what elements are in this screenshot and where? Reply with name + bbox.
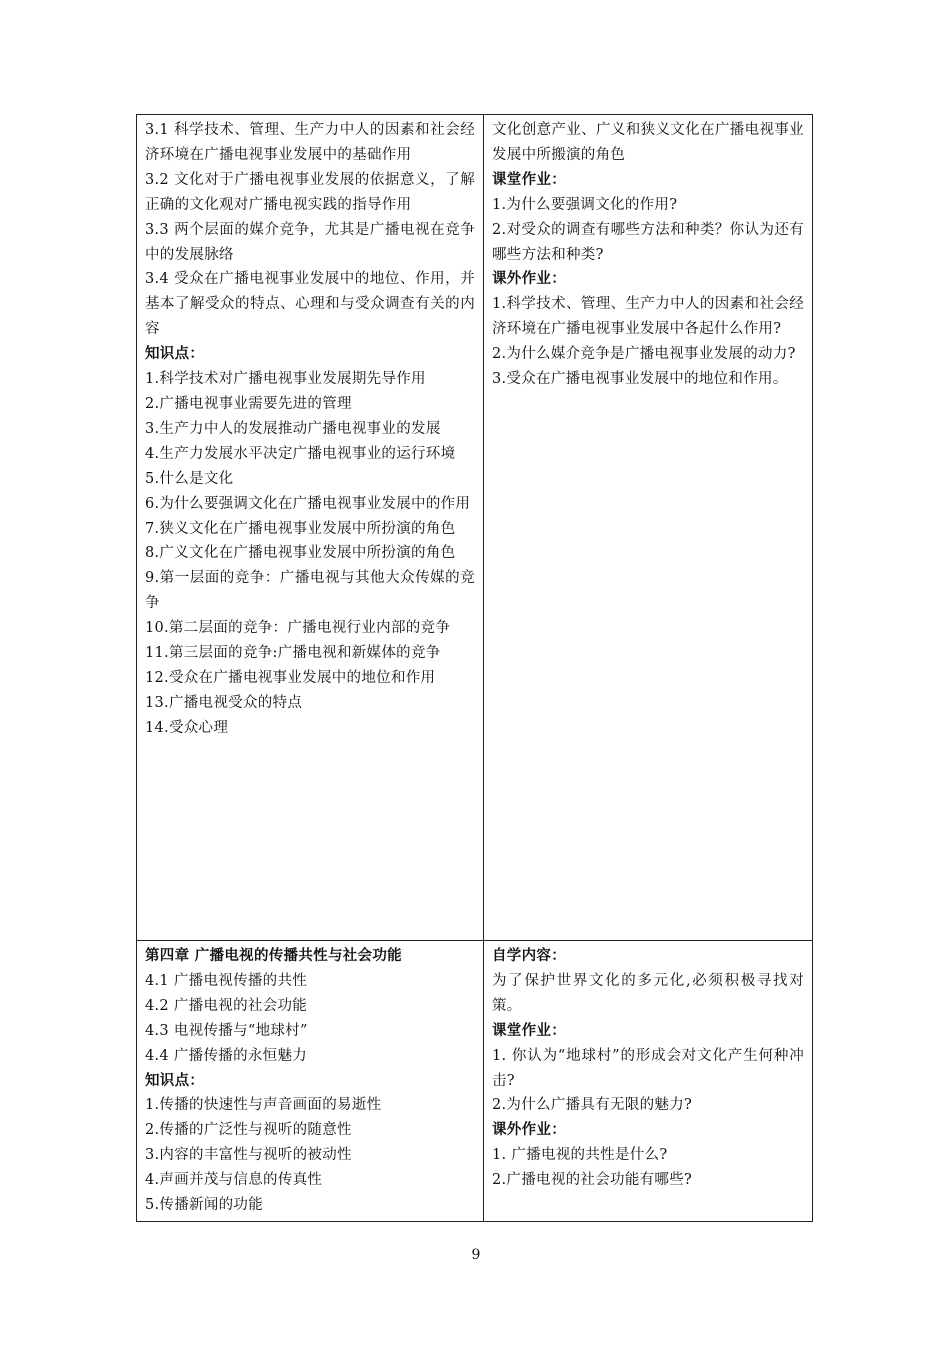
list-item: 1.为什么要强调文化的作用? [492, 196, 678, 213]
section-heading: 课外作业： [492, 270, 566, 288]
section-heading: 知识点： [145, 345, 205, 363]
list-item: 1.传播的快速性与声音画面的易逝性 [145, 1097, 382, 1114]
cell-lines [492, 118, 804, 392]
section-heading: 课堂作业： [492, 1021, 566, 1039]
chapter-three-assignments-cell [484, 115, 813, 941]
table-row [137, 941, 813, 1222]
section-heading: 第四章 广播电视的传播共性与社会功能 [145, 947, 402, 964]
chapter-three-objectives-cell [137, 115, 484, 941]
list-item: 7.狭义文化在广播电视事业发展中所扮演的角色 [145, 520, 456, 537]
list-item: 3.2 文化对于广播电视事业发展的依据意义，了解正确的文化观对广播电视实践的指导作用 [145, 171, 475, 213]
chapter-four-assignments-cell [484, 941, 813, 1222]
list-item: 4.1 广播电视传播的共性 [145, 972, 308, 989]
list-item: 3.1 科学技术、管理、生产力中人的因素和社会经济环境在广播电视事业发展中的基础作用 [145, 122, 475, 163]
list-item: 1. 你认为“地球村”的形成会对文化产生何种冲击? [492, 1047, 804, 1089]
list-item: 12.受众在广播电视事业发展中的地位和作用 [145, 669, 436, 686]
list-item: 6.为什么要强调文化在广播电视事业发展中的作用 [145, 495, 471, 512]
list-item: 2.为什么广播具有无限的魅力? [492, 1097, 693, 1114]
list-item: 1.科学技术、管理、生产力中人的因素和社会经济环境在广播电视事业发展中各起什么作用? [492, 296, 804, 338]
list-item: 5.什么是文化 [145, 470, 234, 487]
list-item: 4.3 电视传播与“地球村” [145, 1022, 308, 1039]
cell-lines [492, 944, 804, 1193]
list-item: 3.受众在广播电视事业发展中的地位和作用。 [492, 371, 788, 388]
list-item: 2.广播电视的社会功能有哪些? [492, 1172, 693, 1189]
list-item: 14.受众心理 [145, 719, 229, 736]
list-item: 2.传播的广泛性与视听的随意性 [145, 1122, 352, 1139]
list-item: 8.广义文化在广播电视事业发展中所扮演的角色 [145, 545, 456, 562]
list-item: 2.为什么媒介竞争是广播电视事业发展的动力? [492, 346, 796, 363]
table-row [137, 115, 813, 941]
list-item: 4.声画并茂与信息的传真性 [145, 1172, 323, 1189]
list-item: 为了保护世界文化的多元化,必须积极寻找对策。 [492, 972, 804, 1014]
list-item: 1. 广播电视的共性是什么? [492, 1147, 668, 1164]
list-item: 3.内容的丰富性与视听的被动性 [145, 1147, 352, 1164]
list-item: 4.4 广播传播的永恒魅力 [145, 1047, 308, 1064]
list-item: 3.4 受众在广播电视事业发展中的地位、作用，并基本了解受众的特点、心理和与受众调查有关的内容 [145, 271, 475, 338]
list-item: 2.广播电视事业需要先进的管理 [145, 395, 352, 412]
list-item: 4.生产力发展水平决定广播电视事业的运行环境 [145, 445, 456, 462]
list-item: 10.第二层面的竞争：广播电视行业内部的竞争 [145, 620, 451, 637]
cell-lines [145, 944, 475, 1218]
section-heading: 知识点： [145, 1071, 205, 1089]
section-heading: 课外作业： [492, 1121, 566, 1139]
course-content-table [136, 114, 813, 1222]
list-item: 13.广播电视受众的特点 [145, 694, 303, 711]
list-item: 9.第一层面的竞争：广播电视与其他大众传媒的竞争 [145, 570, 475, 612]
list-item: 4.2 广播电视的社会功能 [145, 997, 308, 1014]
section-heading: 课堂作业： [492, 170, 566, 188]
list-item: 3.3 两个层面的媒介竞争，尤其是广播电视在竞争中的发展脉络 [145, 221, 475, 263]
cell-lines [145, 118, 475, 741]
page-number: 9 [471, 1247, 481, 1263]
list-item: 1.科学技术对广播电视事业发展期先导作用 [145, 371, 426, 388]
list-item: 3.生产力中人的发展推动广播电视事业的发展 [145, 420, 441, 437]
list-item: 2.对受众的调查有哪些方法和种类？你认为还有哪些方法和种类? [492, 221, 804, 263]
section-heading: 自学内容： [492, 947, 566, 964]
chapter-four-objectives-cell [137, 941, 484, 1222]
list-item: 文化创意产业、广义和狭义文化在广播电视事业发展中所搬演的角色 [492, 122, 804, 163]
list-item: 5.传播新闻的功能 [145, 1197, 264, 1214]
list-item: 11.第三层面的竞争:广播电视和新媒体的竞争 [145, 645, 441, 662]
